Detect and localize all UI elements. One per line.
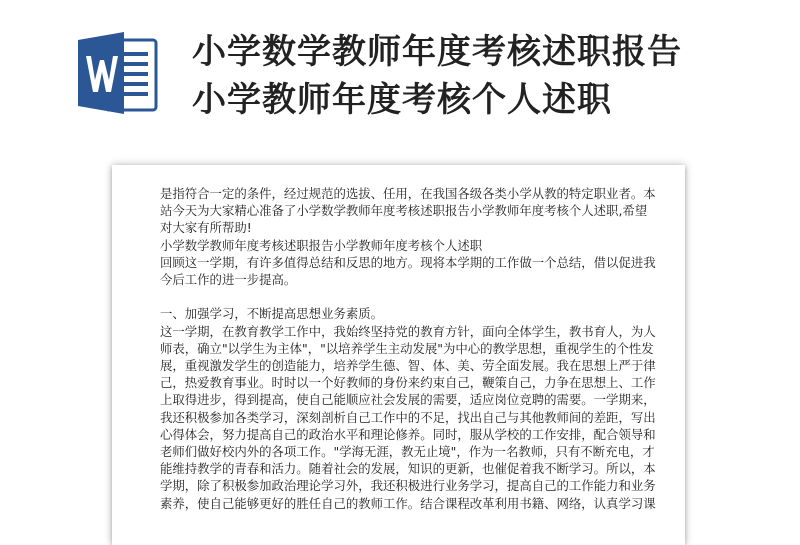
document-page xyxy=(112,165,685,545)
word-document-icon xyxy=(76,30,162,116)
body-line: 心得体会，努力提高自己的政治水平和理论修养。同时，服从学校的工作安排，配合领导和 xyxy=(160,426,656,442)
body-line: 回顾这一学期，有许多值得总结和反思的地方。现将本学期的工作做一个总结，借以促进我 xyxy=(160,254,656,270)
body-line: 学期，除了积极参加政治理论学习外，我还积极进行业务学习，提高自己的工作能力和业务 xyxy=(160,478,656,494)
body-line: 己，热爱教育事业。时时以一个好教师的身份来约束自己，鞭策自己，力争在思想上、工作 xyxy=(160,375,656,391)
body-line: 这一学期，在教育教学工作中，我始终坚持党的教育方针，面向全体学生，教书育人，为人 xyxy=(160,323,656,339)
title-line-1: 小学数学教师年度考核述职报告 xyxy=(192,32,682,72)
blank-line xyxy=(160,288,640,305)
body-line: 对大家有所帮助! xyxy=(160,220,252,236)
title-line-2: 小学教师年度考核个人述职 xyxy=(192,80,612,120)
body-line: 小学数学教师年度考核述职报告小学教师年度考核个人述职 xyxy=(160,237,483,253)
section-heading: 一、加强学习，不断提高思想业务素质。 xyxy=(160,306,384,322)
document-body xyxy=(160,185,656,512)
body-line: 素养，使自己能够更好的胜任自己的教师工作。结合课程改革利用书籍、网络，认真学习课 xyxy=(160,495,656,511)
body-line: 今后工作的进一步提高。 xyxy=(160,272,297,288)
body-line: 师表，确立"以学生为主体"，"以培养学生主动发展"为中心的教学思想，重视学生的个性发 xyxy=(160,340,654,356)
header-banner xyxy=(0,0,800,160)
body-line: 老师们做好校内外的各项工作。"学海无涯，教无止境"，作为一名教师，只有不断充电，才 xyxy=(160,444,655,460)
page-title xyxy=(192,28,782,124)
body-line: 站今天为大家精心准备了小学数学教师年度考核述职报告小学教师年度考核个人述职,希望 xyxy=(160,203,648,219)
body-line: 我还积极参加各类学习，深刻剖析自己工作中的不足，找出自己与其他教师间的差距，写出 xyxy=(160,409,656,425)
body-line: 上取得进步，得到提高，使自己能顺应社会发展的需要，适应岗位竞聘的需要。一学期来， xyxy=(160,392,656,408)
body-line: 能维持教学的青春和活力。随着社会的发展，知识的更新，也催促着我不断学习。所以，本 xyxy=(160,461,656,477)
body-line: 是指符合一定的条件，经过规范的选拔、任用，在我国各级各类小学从教的特定职业者。本 xyxy=(160,186,656,201)
body-line: 展，重视激发学生的创造能力，培养学生德、智、体、美、劳全面发展。我在思想上严于律 xyxy=(160,358,656,374)
